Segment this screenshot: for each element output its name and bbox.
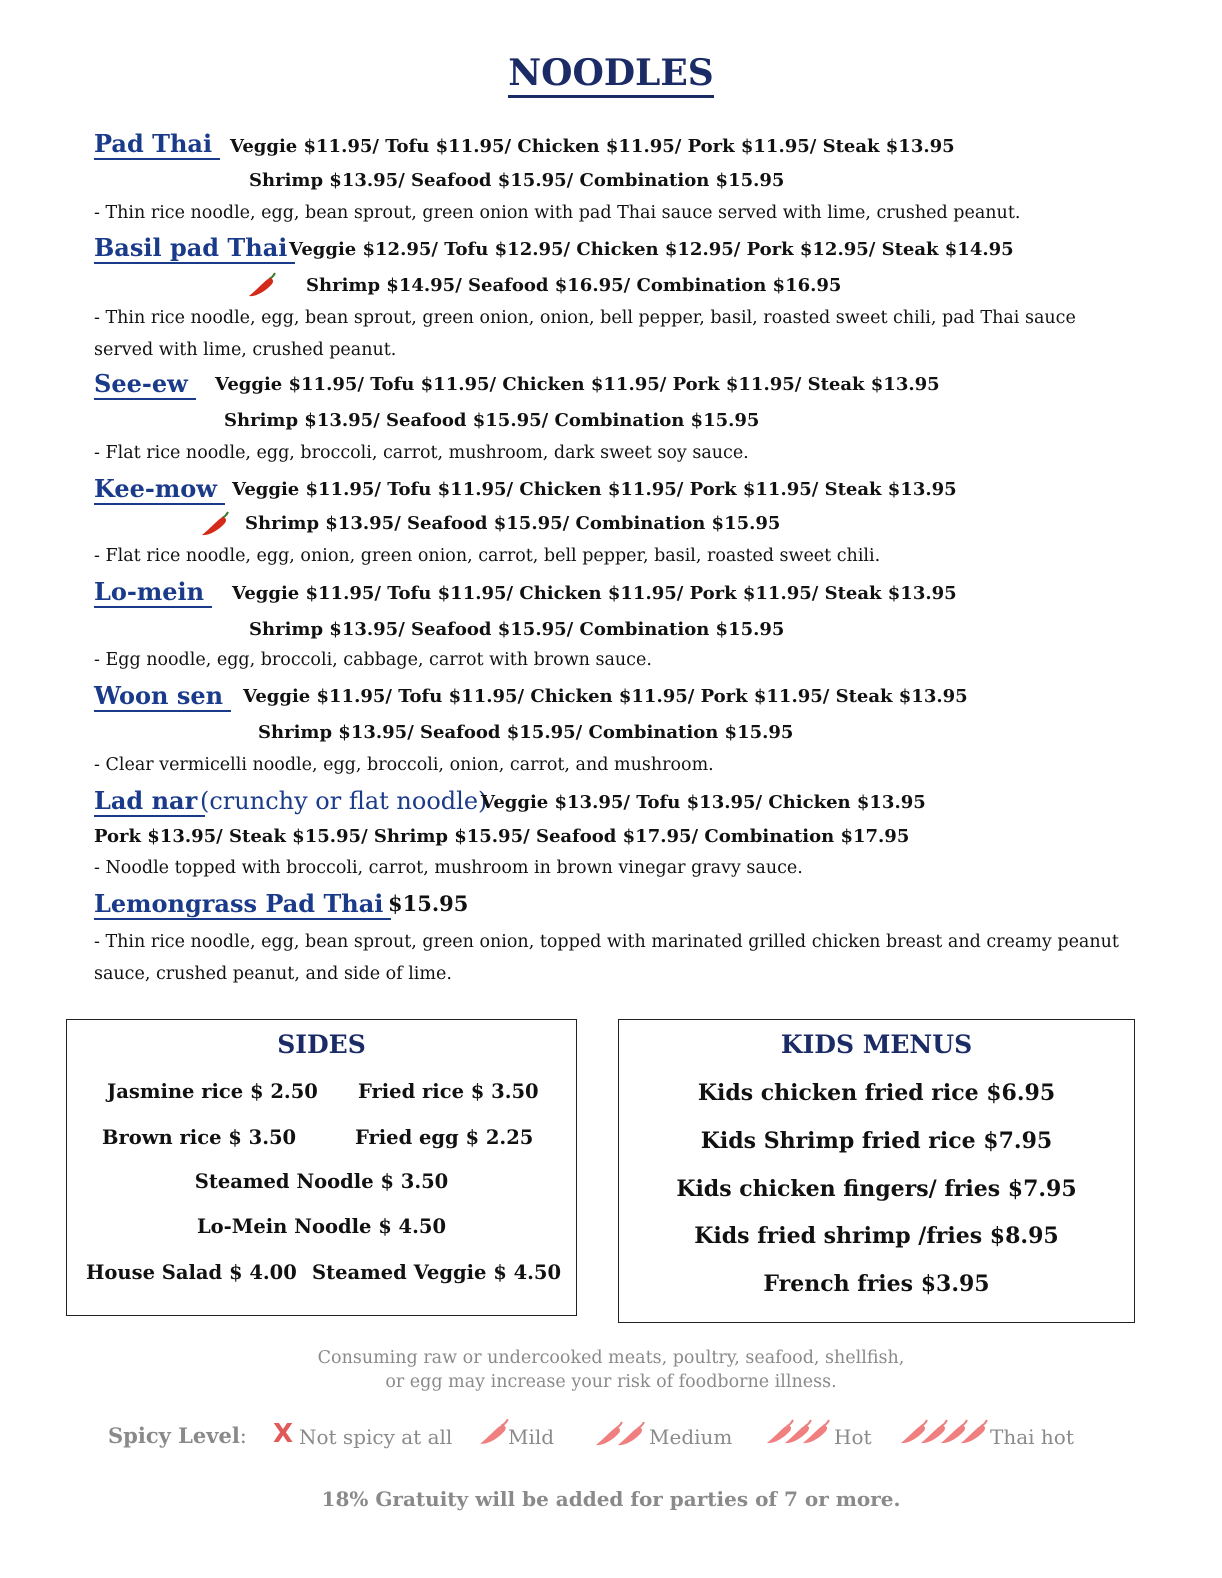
thai-hot-chili-icon [897, 1416, 991, 1448]
desc-kee-mow: - Flat rice noodle, egg, onion, green onion, carrot, bell pepper, basil, roasted sweet chili. [94, 546, 881, 566]
warning-line-1: Consuming raw or undercooked meats, poultry, seafood, shellfish, [317, 1348, 905, 1368]
kids-item: Kids Shrimp fried rice $7.95 [700, 1128, 1053, 1154]
side-jasmine-rice: Jasmine rice $ 2.50 [107, 1080, 318, 1103]
side-fried-egg: Fried egg $ 2.25 [355, 1126, 534, 1149]
dish-name-lad-nar: Lad nar [94, 787, 205, 817]
hot-chili-icon [763, 1416, 835, 1448]
not-spicy-x-icon: X [273, 1419, 294, 1449]
prices-lad-nar-line1: Veggie $13.95/ Tofu $13.95/ Chicken $13.95 [481, 792, 926, 813]
prices-pad-thai-line2: Shrimp $13.95/ Seafood $15.95/ Combination $15.95 [249, 170, 785, 191]
dish-name-basil-pad-thai: Basil pad Thai [94, 234, 295, 264]
warning-line-2: or egg may increase your risk of foodborne illness. [385, 1372, 837, 1392]
kids-menu-title: KIDS MENUS [780, 1030, 973, 1059]
prices-basil-pad-thai-line1: Veggie $12.95/ Tofu $12.95/ Chicken $12.95/ Pork $12.95/ Steak $14.95 [289, 239, 1014, 260]
prices-woon-sen-line1: Veggie $11.95/ Tofu $11.95/ Chicken $11.95/ Pork $11.95/ Steak $13.95 [243, 686, 968, 707]
kids-menu-box [618, 1019, 1135, 1323]
spicy-thai-hot-label: Thai hot [990, 1425, 1074, 1449]
kids-item: French fries $3.95 [763, 1271, 990, 1297]
prices-see-ew-line1: Veggie $11.95/ Tofu $11.95/ Chicken $11.95/ Pork $11.95/ Steak $13.95 [215, 374, 940, 395]
side-house-salad: House Salad $ 4.00 [86, 1261, 297, 1284]
dish-name-lemongrass-pad-thai: Lemongrass Pad Thai [94, 890, 391, 920]
prices-see-ew-line2: Shrimp $13.95/ Seafood $15.95/ Combination $15.95 [224, 410, 760, 431]
dish-note-lad-nar: (crunchy or flat noodle) [200, 787, 488, 815]
dish-name-see-ew: See-ew [94, 370, 196, 400]
food-safety-warning [0, 1346, 1222, 1394]
desc-pad-thai: - Thin rice noodle, egg, bean sprout, green onion with pad Thai sauce served with lime, crushed peanut. [94, 203, 1021, 223]
spicy-medium-label: Medium [649, 1425, 733, 1449]
dish-name-kee-mow: Kee-mow [94, 475, 225, 505]
side-fried-rice: Fried rice $ 3.50 [358, 1080, 539, 1103]
prices-woon-sen-line2: Shrimp $13.95/ Seafood $15.95/ Combination $15.95 [258, 722, 794, 743]
side-steamed-noodle: Steamed Noodle $ 3.50 [194, 1170, 449, 1193]
gratuity-notice: 18% Gratuity will be added for parties of 7 or more. [321, 1487, 901, 1511]
prices-basil-pad-thai-line2: Shrimp $14.95/ Seafood $16.95/ Combination $16.95 [306, 275, 842, 296]
desc-basil-pad-thai: - Thin rice noodle, egg, bean sprout, green onion, onion, bell pepper, basil, roasted sweet chili, pad Thai sauce served with lime, crushed peanut. [94, 308, 1076, 360]
prices-kee-mow-line2: Shrimp $13.95/ Seafood $15.95/ Combination $15.95 [245, 513, 781, 534]
spicy-none-label: Not spicy at all [299, 1425, 453, 1449]
desc-see-ew: - Flat rice noodle, egg, broccoli, carrot, mushroom, dark sweet soy sauce. [94, 443, 749, 463]
dish-name-pad-thai: Pad Thai [94, 130, 220, 160]
kids-item: Kids chicken fried rice $6.95 [697, 1080, 1056, 1106]
desc-lemongrass-pad-thai: - Thin rice noodle, egg, bean sprout, green onion, topped with marinated grilled chicken breast and creamy peanut sauce, crushed peanut, and side of lime. [94, 932, 1119, 984]
kids-item: Kids fried shrimp /fries $8.95 [694, 1223, 1059, 1249]
spicy-hot-label: Hot [834, 1425, 872, 1449]
spicy-level-label [108, 1423, 247, 1448]
spicy-level-label-text: Spicy Level [108, 1423, 240, 1448]
prices-lad-nar-line2: Pork $13.95/ Steak $15.95/ Shrimp $15.95/ Seafood $17.95/ Combination $17.95 [94, 826, 910, 847]
price-lemongrass-pad-thai: $15.95 [388, 891, 469, 916]
sides-box [66, 1019, 577, 1316]
page-title [0, 52, 1222, 94]
mild-chili-icon [476, 1416, 512, 1448]
desc-woon-sen: - Clear vermicelli noodle, egg, broccoli, onion, carrot, and mushroom. [94, 755, 714, 775]
desc-lad-nar: - Noodle topped with broccoli, carrot, mushroom in brown vinegar gravy sauce. [94, 858, 803, 878]
page-title-text: NOODLES [508, 52, 714, 98]
prices-pad-thai-line1: Veggie $11.95/ Tofu $11.95/ Chicken $11.95/ Pork $11.95/ Steak $13.95 [230, 136, 955, 157]
kids-item: Kids chicken fingers/ fries $7.95 [676, 1176, 1077, 1202]
side-lo-mein-noodle: Lo-Mein Noodle $ 4.50 [196, 1215, 447, 1238]
prices-lo-mein-line1: Veggie $11.95/ Tofu $11.95/ Chicken $11.95/ Pork $11.95/ Steak $13.95 [232, 583, 957, 604]
prices-kee-mow-line1: Veggie $11.95/ Tofu $11.95/ Chicken $11.95/ Pork $11.95/ Steak $13.95 [232, 479, 957, 500]
side-brown-rice: Brown rice $ 3.50 [102, 1126, 297, 1149]
spicy-mild-label: Mild [508, 1425, 555, 1449]
medium-chili-icon [592, 1418, 648, 1450]
chili-pepper-icon [198, 509, 232, 539]
side-steamed-veggie: Steamed Veggie $ 4.50 [312, 1261, 562, 1284]
dish-name-lo-mein: Lo-mein [94, 578, 212, 608]
desc-lo-mein: - Egg noodle, egg, broccoli, cabbage, carrot with brown sauce. [94, 650, 652, 670]
spicy-level-colon: : [239, 1424, 247, 1448]
dish-name-woon-sen: Woon sen [94, 682, 231, 712]
chili-pepper-icon [245, 270, 279, 300]
prices-lo-mein-line2: Shrimp $13.95/ Seafood $15.95/ Combination $15.95 [249, 619, 785, 640]
sides-title: SIDES [277, 1030, 366, 1059]
